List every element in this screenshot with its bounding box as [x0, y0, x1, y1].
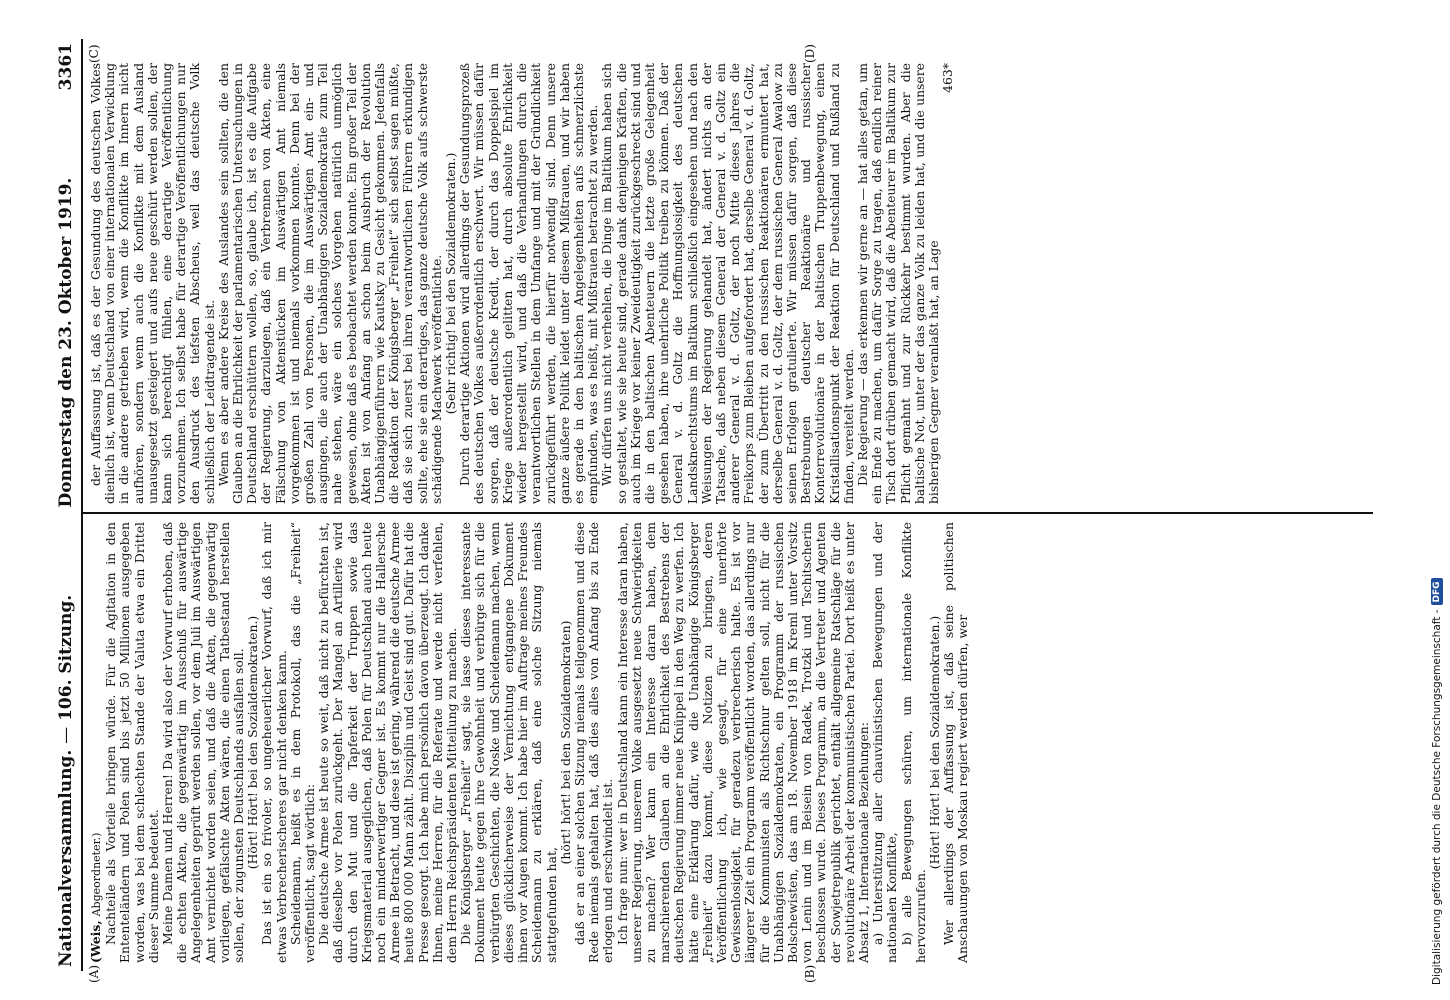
- interjection: (Hört! Hört! bei den Sozialdemokraten.): [926, 615, 942, 870]
- margin-mark-c: (C): [87, 44, 101, 63]
- margin-mark-d: (D): [803, 44, 817, 63]
- paragraph: Nachteile als Vorteile bringen würde. Für die Agitation in den Ententeländern und Polen sind bis jetzt 50 Millionen ausgegeben worden, was bei dem schlechten Stande der Valuta etwa ein Drittel dieser Summe bedeutet.: [103, 522, 161, 963]
- paragraph: Das ist ein so frivoler, so ungeheuerlicher Vorwurf, daß ich mir etwas Verbrecherischeres gar nicht denken kann.: [259, 522, 289, 963]
- head-separator: —: [56, 726, 76, 744]
- credit-text: Digitalisierung gefördert durch die Deutsche Forschungsgemeinschaft -: [1431, 609, 1443, 985]
- paragraph: Wer allerdings der Auffassung ist, daß seine politischen Anschauungen von Moskau regiert werden dürfen, wer: [941, 522, 971, 963]
- text-columns: [83, 39, 1373, 983]
- session-date: Donnerstag den 23. Oktober 1919.: [56, 177, 76, 508]
- scanned-page: [50, 25, 1380, 985]
- dfg-logo-icon: DFG: [1431, 578, 1443, 605]
- digitization-credit: [1404, 10, 1443, 990]
- paragraph: Wenn es aber andere Kreise des Auslandes sein sollten, die den Glauben an die Ehrlichkeit der parlamentarischen Untersuchungen in Deutschland erschüttern wollen, so, glaube ich, ist es die Aufgabe der Regierung, darzulegen, daß ein Verbrennen von Akten, eine Fälschung von Aktenstücken im Auswärtigen Amt niemals vorgekommen ist und niemals vorkommen konnte. Denn bei der großen Zahl von Personen, die im Auswärtigen Amt ein- und ausgingen, die auch der Unabhängigen Sozialdemokratie zum Teil nahe stehen, wäre ein solches Vorgehen natürlich unmöglich gewesen, ohne daß es beobachtet werden konnte. Ein großer Teil der Akten ist von Anfang an schon beim Ausbruch der Revolution Unabhängigenführern wie Kautsky zu Gesicht gekommen. Jedenfalls die Redaktion der Königsberger „Freiheit“ sich selbst sagen müßte, daß sie sich zuerst bei ihren verantwortlichen Führern erkundigen sollte, ehe sie ein derartiges, das ganze deutsche Volk aufs schwerste schädigende Machwerk veröffentlichte.: [215, 63, 444, 504]
- interjection: (Sehr richtig! bei den Sozialdemokraten.): [443, 152, 459, 415]
- margin-mark-a: (A): [87, 964, 101, 983]
- running-head: [56, 39, 83, 971]
- running-head-left: [56, 595, 76, 967]
- paragraph: Durch derartige Aktionen wird allerdings der Gesundungsprozeß des deutschen Volkes außerordentlich erschwert. Wir müssen dafür sorgen, daß der deutsche Kredit, der durch das Doppelspiel im Kriege außerordentlich gelitten hat, durch absolute Ehrlichkeit wieder hergestellt wird, und daß die Verhandlungen durch die verantwortlichen Stellen in dem Umfange und mit der Gründlichkeit zurückgeführt werden, die hierfür notwendig sind. Denn unsere ganze äußere Politik leidet unter diesem Mißtrauen, und wir haben es gerade in den baltischen Angelegenheiten aufs schmerzlichste empfunden, was es heißt, mit Mißtrauen betrachtet zu werden.: [457, 63, 601, 504]
- right-column: [83, 55, 1373, 512]
- speaker-role: Abgeordneter.): [90, 832, 103, 917]
- paragraph: Meine Damen und Herren! Da wird also der Vorwurf erhoben, daß die echten Akten, die gegenwärtig im Ausschuß für auswärtige Angelegenheiten geprüft werden sollen, vor dem Juli im Auswärtigen Amt vernichtet worden seien, und daß die Akten, die gegenwärtig vorliegen, gefälschte Akten wären, die einen Tatbestand herstellen sollen, der zugunsten Deutschlands ausfallen soll.: [160, 522, 247, 963]
- paragraph: Die Königsberger „Freiheit“ sagt, sie lasse dieses interessante Dokument heute gegen ihre Gewohnheit und verbürge sich für die verbürgten Geschichten, die Noske und Scheidemann machen, wenn dieses glücklicherweise der Vernichtung entgangene Dokument ihnen vor Augen kommt. Ich habe hier im Auftrage meines Freundes Scheidemann zu erklären, daß eine solche Sitzung niemals stattgefunden hat,: [458, 522, 559, 963]
- interjection: (Hört! Hört! bei den Sozialdemokraten.): [245, 615, 261, 870]
- paragraph: daß er an einer solchen Sitzung niemals teilgenommen und diese Rede niemals gehalten hat, daß dies alles von Anfang bis zu Ende erlogen und erschwindelt ist.: [571, 522, 616, 963]
- paragraph: Ich frage nun: wer in Deutschland kann ein Interesse daran haben, unserer Regierung, unserem Volke ausgesetzt neue Schwierigkeiten zu machen? Wer kann ein Interesse daran haben, dem marschierenden Glauben an die Ehrlichkeit des Bestrebens der deutschen Regierung immer neue Knüppel in den Weg zu werfen. Ich hätte eine Erklärung dafür, wie die Unabhängige Königsberger „Freiheit“ dazu kommt, diese Notizen zu bringen, deren Veröffentlichung ich, wie gesagt, für eine unerhörte Gewissenlosigkeit, für geradezu verbrecherisch halte. Es ist vor längerer Zeit ein Programm veröffentlicht worden, das allerdings nur für die Kommunisten als Richtschnur gelten soll, nicht für die Unabhängigen Sozialdemokraten, ein Programm der russischen Bolschewisten, das am 18. November 1918 im Kreml unter Vorsitz von Lenin und im Beisein von Radek, Trotzki und Tschitscherin beschlossen wurde. Dieses Programm, an die Vertreter und Agenten der Sowjetrepublik gerichtet, enthält allgemeine Ratschläge für die revolutionäre Arbeit der kommunistischen Partei. Dort heißt es unter Absatz 1, Internationale Beziehungen:: [614, 522, 871, 963]
- paragraph: b) alle Bewegungen schüren, um internationale Konflikte hervorzurufen.: [898, 522, 928, 963]
- interjection: (hört! hört! bei den Sozialdemokraten): [557, 620, 573, 865]
- margin-mark-b: (B): [803, 964, 817, 983]
- signature-mark: 463*: [940, 63, 956, 93]
- paragraph: Die Regierung — das erkennen wir gerne an — hat alles getan, um ein Ende zu machen, um dafür Sorge zu tragen, daß endlich reiner Tisch dort drüben gemacht wird, daß die Abenteurer im Baltikum zur Pflicht gemahnt und zur Rückkehr bestimmt wurden. Aber die baltische Not, unter der das ganze Volk zu leiden hat, und die unsere bisherigen Gegner veranlaßt hat, an Lage: [854, 63, 941, 504]
- paragraph: Scheidemann, heißt es in dem Protokoll, das die „Freiheit“ veröffentlicht, sagt wörtlich:: [287, 522, 318, 963]
- assembly-name: Nationalversammlung.: [56, 749, 76, 967]
- paragraph: a) Unterstützung aller chauvinistischen Bewegungen und der nationalen Konflikte,: [870, 522, 900, 963]
- column-divider: [83, 512, 1373, 514]
- session-number: 106. Sitzung.: [56, 594, 76, 721]
- paragraph: der Auffassung ist, daß es der Gesundung des deutschen Volkes dienlich ist, wenn Deutschland von einer internationalen Verwicklung in die andere getrieben wird, wenn die Konflikte im Innern nicht aufhören, sondern wenn auch die Konflikte mit dem Ausland unausgesetzt gesteigert und aufs neue geschürt werden sollen, der kann sich berechtigt fühlen, eine derartige Veröffentlichung vorzunehmen. Ich selbst habe für derartige Veröffentlichungen nur den Ausdruck des tiefsten Abscheus, weil das deutsche Volk schließlich der Leidtragende ist.: [88, 63, 217, 504]
- printed-page: [50, 25, 1380, 985]
- speaker-name: (Weis,: [88, 920, 103, 963]
- speaker-line: [89, 522, 104, 963]
- page-number: 3361: [56, 43, 76, 91]
- paragraph: Wir dürfen uns nicht verhehlen, die Dinge im Baltikum haben sich so gestaltet, wie sie heute sind, gerade dank denjenigen Kräften, die auch im Kriege vor keiner Zweideutigkeit zurückgeschreckt sind und die in den baltischen Abenteuern die letzte große Gelegenheit gesehen haben, ihre unehrliche Politik treiben zu können. Daß der General v. d. Goltz die Hoffnungslosigkeit des deutschen Landsknechtstums im Baltikum schließlich eingesehen und nach den Weisungen der Regierung gehandelt hat, ändert nichts an der Tatsache, daß neben diesem General der General v. d. Goltz ein anderer General v. d. Goltz, der noch Mitte dieses Jahres die Freikorps zum Bleiben aufgefordert hat, derselbe General v. d. Goltz, der zum Übertritt zu den russischen Reaktionären ermuntert hat, derselbe General v. d. Goltz, der dem russischen General Awalow zu seinen Erfolgen gratulierte. Wir müssen dafür sorgen, daß diese Bestrebungen deutscher Reaktionäre und russischer Konterrevolutionäre in der baltischen Truppenbewegung, einen Kristallisationspunkt der Reaktion für Deutschland und Rußland zu finden, vereitelt werden.: [599, 63, 856, 504]
- left-column: [83, 514, 1373, 971]
- paragraph: Die deutsche Armee ist heute so weit, daß nicht zu befürchten ist, daß dieselbe vor Polen zurückgeht. Der Mangel an Artillerie wird durch den Mut und die Tapferkeit der Truppen sowie das Kriegsmaterial ausgeglichen, daß Polen für Deutschland auch heute noch ein minderwertiger Gegner ist. Es kommt nur die Hallersche Armee in Betracht, und diese ist gering, während die deutsche Armee heute 800 000 Mann zählt. Disziplin und Geist sind gut. Dafür hat die Presse gesorgt. Ich habe mich persönlich davon überzeugt. Ich danke Ihnen, meine Herren, für die Referate und werde nicht verfehlen, dem Herrn Reichspräsidenten Mitteilung zu machen.: [316, 522, 460, 963]
